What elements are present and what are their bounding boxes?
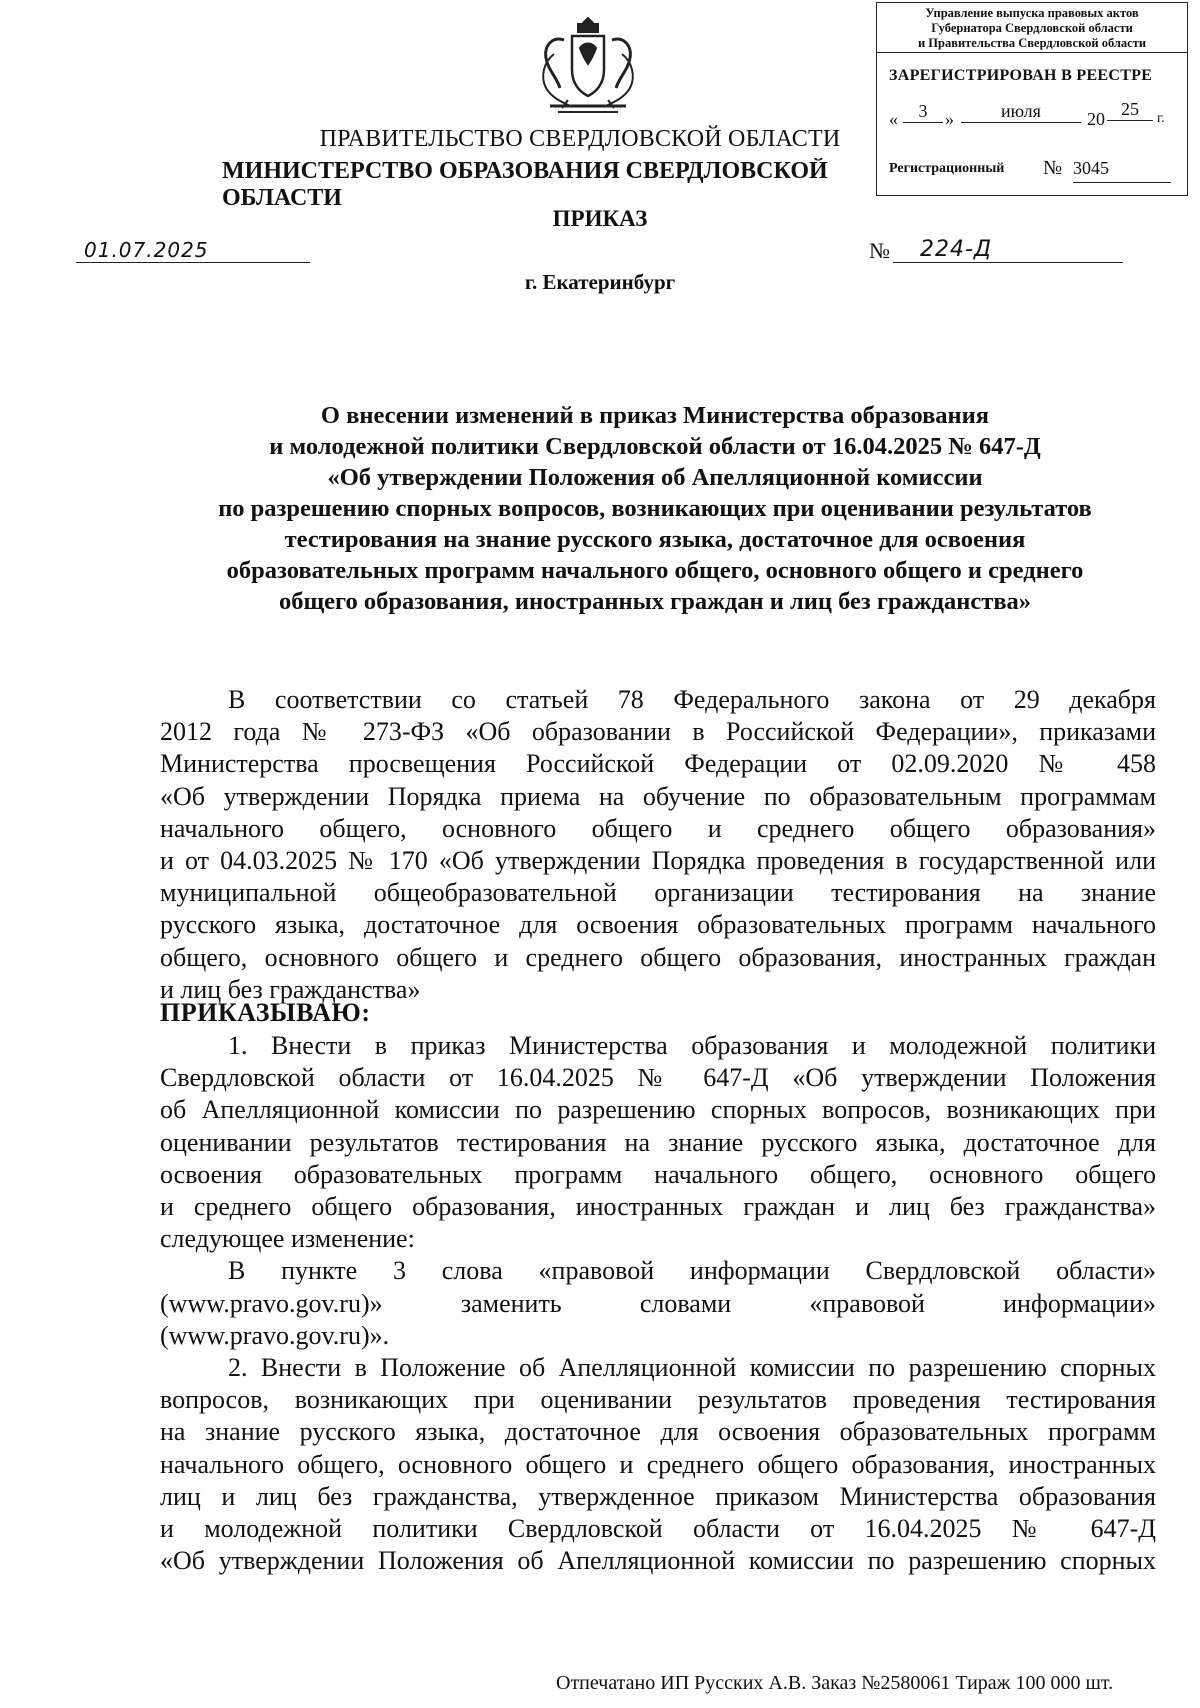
document-city: г. Екатеринбург — [524, 270, 676, 294]
body-line: (www.pravo.gov.ru)». — [160, 1320, 390, 1350]
title-line: и молодежной политики Свердловской области от 16.04.2025 № 647-Д — [269, 433, 1041, 460]
body-line: В пункте 3 слова «правовой информации Свердловской области» — [228, 1256, 1156, 1286]
title-line: тестирования на знание русского языка, достаточное для освоения — [284, 526, 1026, 553]
body-line: «Об утверждении Порядка приема на обучение по образовательным программам — [160, 781, 1156, 811]
body-line: и от 04.03.2025 № 170 «Об утверждении Порядка проведения в государственной или — [160, 846, 1156, 876]
document-date: 01.07.2025 — [84, 238, 209, 262]
body-line: следующее изменение: — [160, 1224, 415, 1254]
body-line: и молодежной политики Свердловской области от 16.04.2025 № 647-Д — [160, 1514, 1156, 1544]
stamp-reg-label: Регистрационный — [889, 161, 1005, 176]
body-line: начального общего, основного общего и среднего общего образования» — [160, 813, 1156, 843]
item-1-paragraph — [160, 1030, 1156, 1352]
body-line: и среднего общего образования, иностранных граждан и лиц без гражданства» — [160, 1192, 1156, 1222]
registration-stamp — [876, 2, 1188, 196]
title-line: по разрешению спорных вопросов, возникающих при оценивании результатов — [218, 495, 1092, 522]
item-2-paragraph — [160, 1352, 1156, 1577]
stamp-office-header — [877, 3, 1187, 53]
order-heading: ПРИКАЗЫВАЮ: — [160, 998, 371, 1027]
document-title — [150, 400, 1160, 617]
coat-of-arms-emblem — [528, 14, 648, 118]
body-line: 2012 года № 273-ФЗ «Об образовании в Российской Федерации», приказами — [160, 717, 1156, 747]
title-line: «Об утверждении Положения об Апелляционной комиссии — [327, 464, 983, 491]
stamp-year-abbr: г. — [1157, 111, 1165, 126]
body-line: (www.pravo.gov.ru)» заменить словами «правовой информации» — [160, 1288, 1156, 1318]
stamp-registered-label: ЗАРЕГИСТРИРОВАН В РЕЕСТРЕ — [889, 67, 1153, 84]
stamp-quote-close: » — [945, 109, 954, 129]
title-line: О внесении изменений в приказ Министерства образования — [320, 402, 990, 429]
body-line: и лиц без гражданства» — [160, 974, 421, 1004]
number-sign: № — [869, 238, 890, 263]
stamp-year-suffix: 25 — [1107, 99, 1153, 121]
print-footer: Отпечатано ИП Русских А.В. Заказ №2580061 Тираж 100 000 шт. — [556, 1672, 1114, 1694]
document-number: 224-Д — [920, 237, 993, 262]
government-title: ПРАВИТЕЛЬСТВО СВЕРДЛОВСКОЙ ОБЛАСТИ — [319, 126, 841, 152]
title-line: образовательных программ начального общего, основного общего и среднего — [226, 557, 1084, 584]
body-line: муниципальной общеобразовательной организации тестирования на знание — [160, 878, 1156, 908]
stamp-year-prefix: 20 — [1087, 109, 1105, 129]
body-line: общего, основного общего и среднего общего образования, иностранных граждан — [160, 942, 1156, 972]
body-line: начального общего, основного общего и среднего общего образования, иностранных — [160, 1449, 1156, 1479]
body-line: В соответствии со статьей 78 Федерального закона от 29 декабря — [228, 685, 1156, 714]
stamp-reg-number: 3045 — [1073, 158, 1171, 183]
stamp-office-line: Управление выпуска правовых актов — [925, 6, 1139, 20]
body-line: Министерства просвещения Российской Федерации от 02.09.2020 № 458 — [160, 749, 1156, 779]
stamp-quote-open: « — [889, 109, 898, 129]
body-line: освоения образовательных программ начального общего, основного общего — [160, 1159, 1156, 1189]
stamp-office-line: и Правительства Свердловской области — [917, 36, 1147, 50]
body-line: оценивании результатов тестирования на знание русского языка, достаточное для — [160, 1127, 1156, 1157]
body-line: 1. Внести в приказ Министерства образования и молодежной политики — [228, 1031, 1156, 1060]
title-line: общего образования, иностранных граждан и лиц без гражданства» — [278, 588, 1032, 615]
stamp-day: 3 — [903, 101, 943, 123]
document-type: ПРИКАЗ — [552, 206, 648, 231]
stamp-month: июля — [961, 101, 1081, 123]
body-line: «Об утверждении Положения об Апелляционной комиссии по разрешению спорных — [160, 1546, 1156, 1576]
body-line: об Апелляционной комиссии по разрешению спорных вопросов, возникающих при — [160, 1095, 1156, 1125]
body-line: лиц и лиц без гражданства, утвержденное приказом Министерства образования — [160, 1481, 1156, 1511]
ministry-title: МИНИСТЕРСТВО ОБРАЗОВАНИЯ СВЕРДЛОВСКОЙ ОБЛАСТИ — [222, 158, 828, 211]
body-line: вопросов, возникающих при оценивании результатов проведения тестирования — [160, 1385, 1156, 1415]
preamble-paragraph — [160, 684, 1156, 1006]
body-line: русского языка, достаточное для освоения образовательных программ начального — [160, 910, 1156, 940]
body-line: на знание русского языка, достаточное для освоения образовательных программ — [160, 1417, 1156, 1447]
body-line: 2. Внести в Положение об Апелляционной комиссии по разрешению спорных — [228, 1353, 1156, 1382]
stamp-office-line: Губернатора Свердловской области — [931, 21, 1133, 35]
body-line: Свердловской области от 16.04.2025 № 647-Д «Об утверждении Положения — [160, 1063, 1156, 1093]
stamp-number-sign: № — [1043, 157, 1063, 179]
